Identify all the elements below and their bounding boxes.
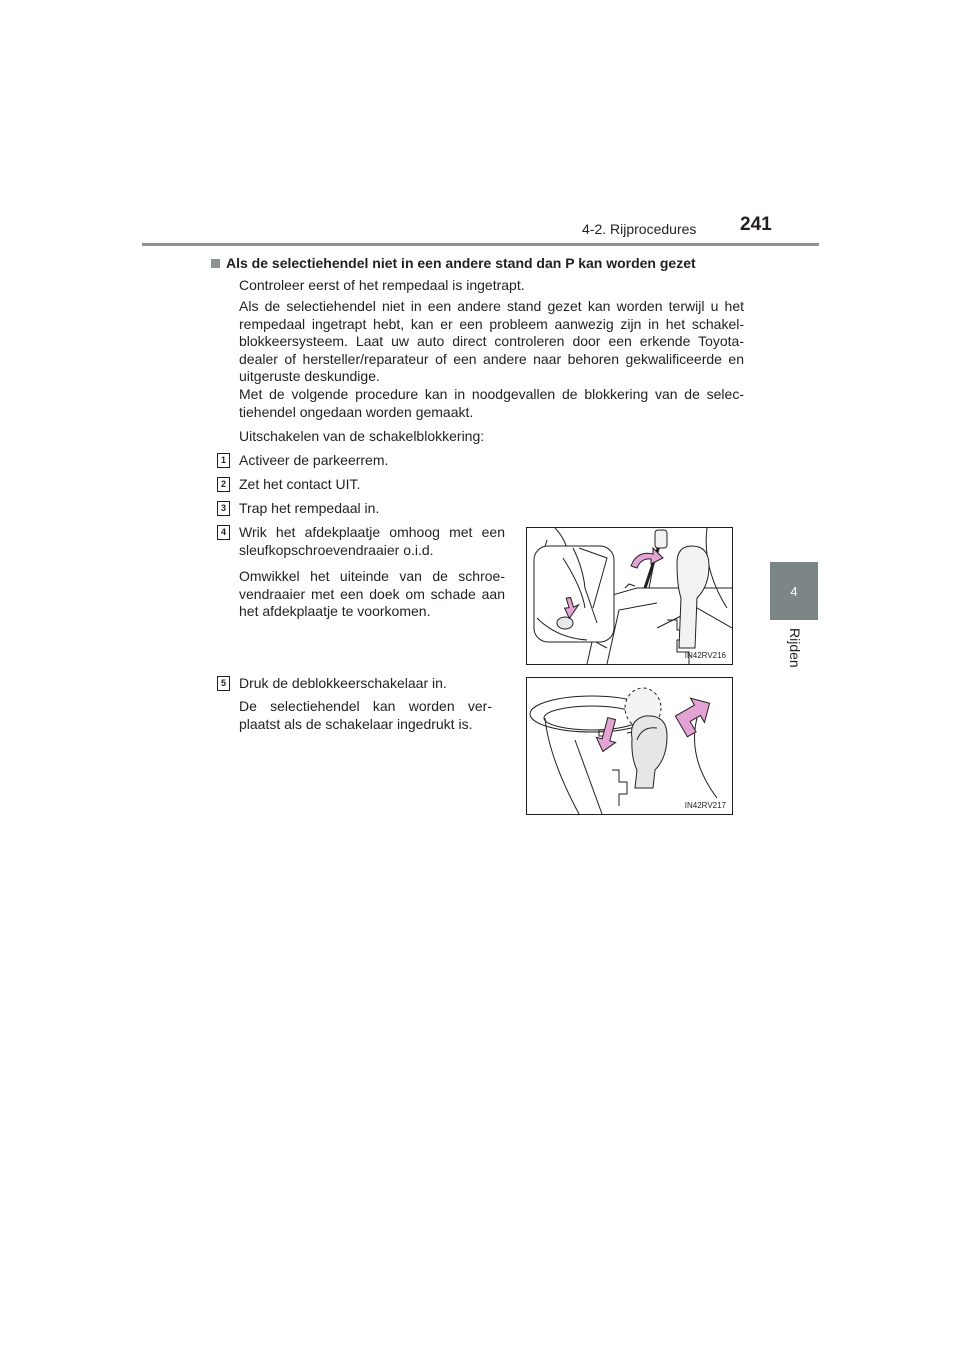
step-text: Zet het contact UIT. — [239, 476, 361, 492]
figure-code: IN42RV217 — [684, 801, 726, 810]
procedure-heading: Uitschakelen van de schakelblokkering: — [239, 428, 485, 444]
figure-code: IN42RV216 — [684, 651, 726, 660]
chapter-number: 4 — [790, 583, 798, 599]
intro-paragraph: Controleer eerst of het rempedaal is ingetrapt. — [239, 277, 525, 293]
body-paragraph: Als de selectiehendel niet in een andere stand gezet kan worden terwijl u het rempedaal ingetrapt hebt, kan er een probleem aanwezig zijn in het schakel-blokkeersysteem. Laat uw auto direct controleren door een erkende Toyota-dealer of hersteller/reparateur of een andere naar behoren gekwalificeerde en uitgeruste deskundige. — [239, 298, 744, 384]
release-button-illustration — [527, 678, 732, 814]
body-paragraph-procedure: Met de volgende procedure kan in noodgevallen de blokkering van de selec-tiehendel ongedaan worden gemaakt. — [239, 386, 744, 420]
shift-lever-cover-illustration — [527, 528, 732, 664]
section-title: Als de selectiehendel niet in een andere stand dan P kan worden gezet — [211, 255, 696, 271]
figure-release-button — [526, 677, 733, 815]
step-text: Druk de deblokkeerschakelaar in. — [239, 675, 447, 691]
step-number: 4 — [217, 525, 230, 540]
step-number: 2 — [217, 477, 230, 492]
chapter-label: Rijden — [787, 628, 803, 668]
square-bullet-icon — [211, 259, 220, 268]
step-text: Trap het rempedaal in. — [239, 500, 380, 516]
step-number: 3 — [217, 501, 230, 516]
step-number: 5 — [217, 676, 230, 691]
step-note: Omwikkel het uiteinde van de schroe-vendraaier met een doek om schade aan het afdekplaatje te voorkomen. — [239, 568, 505, 619]
step-note: De selectiehendel kan worden ver-plaatst als de schakelaar ingedrukt is. — [239, 698, 492, 732]
step-text: Activeer de parkeerrem. — [239, 452, 389, 468]
step-number: 1 — [217, 453, 230, 468]
running-header-section: 4-2. Rijprocedures — [582, 221, 697, 237]
header-rule — [142, 243, 819, 246]
step-text: Wrik het afdekplaatje omhoog met een sleufkopschroevendraaier o.i.d. — [239, 524, 505, 558]
page-number: 241 — [740, 214, 772, 235]
chapter-tab — [770, 562, 818, 620]
figure-screwdriver-cover — [526, 527, 733, 665]
chapter-label-container — [770, 628, 818, 678]
